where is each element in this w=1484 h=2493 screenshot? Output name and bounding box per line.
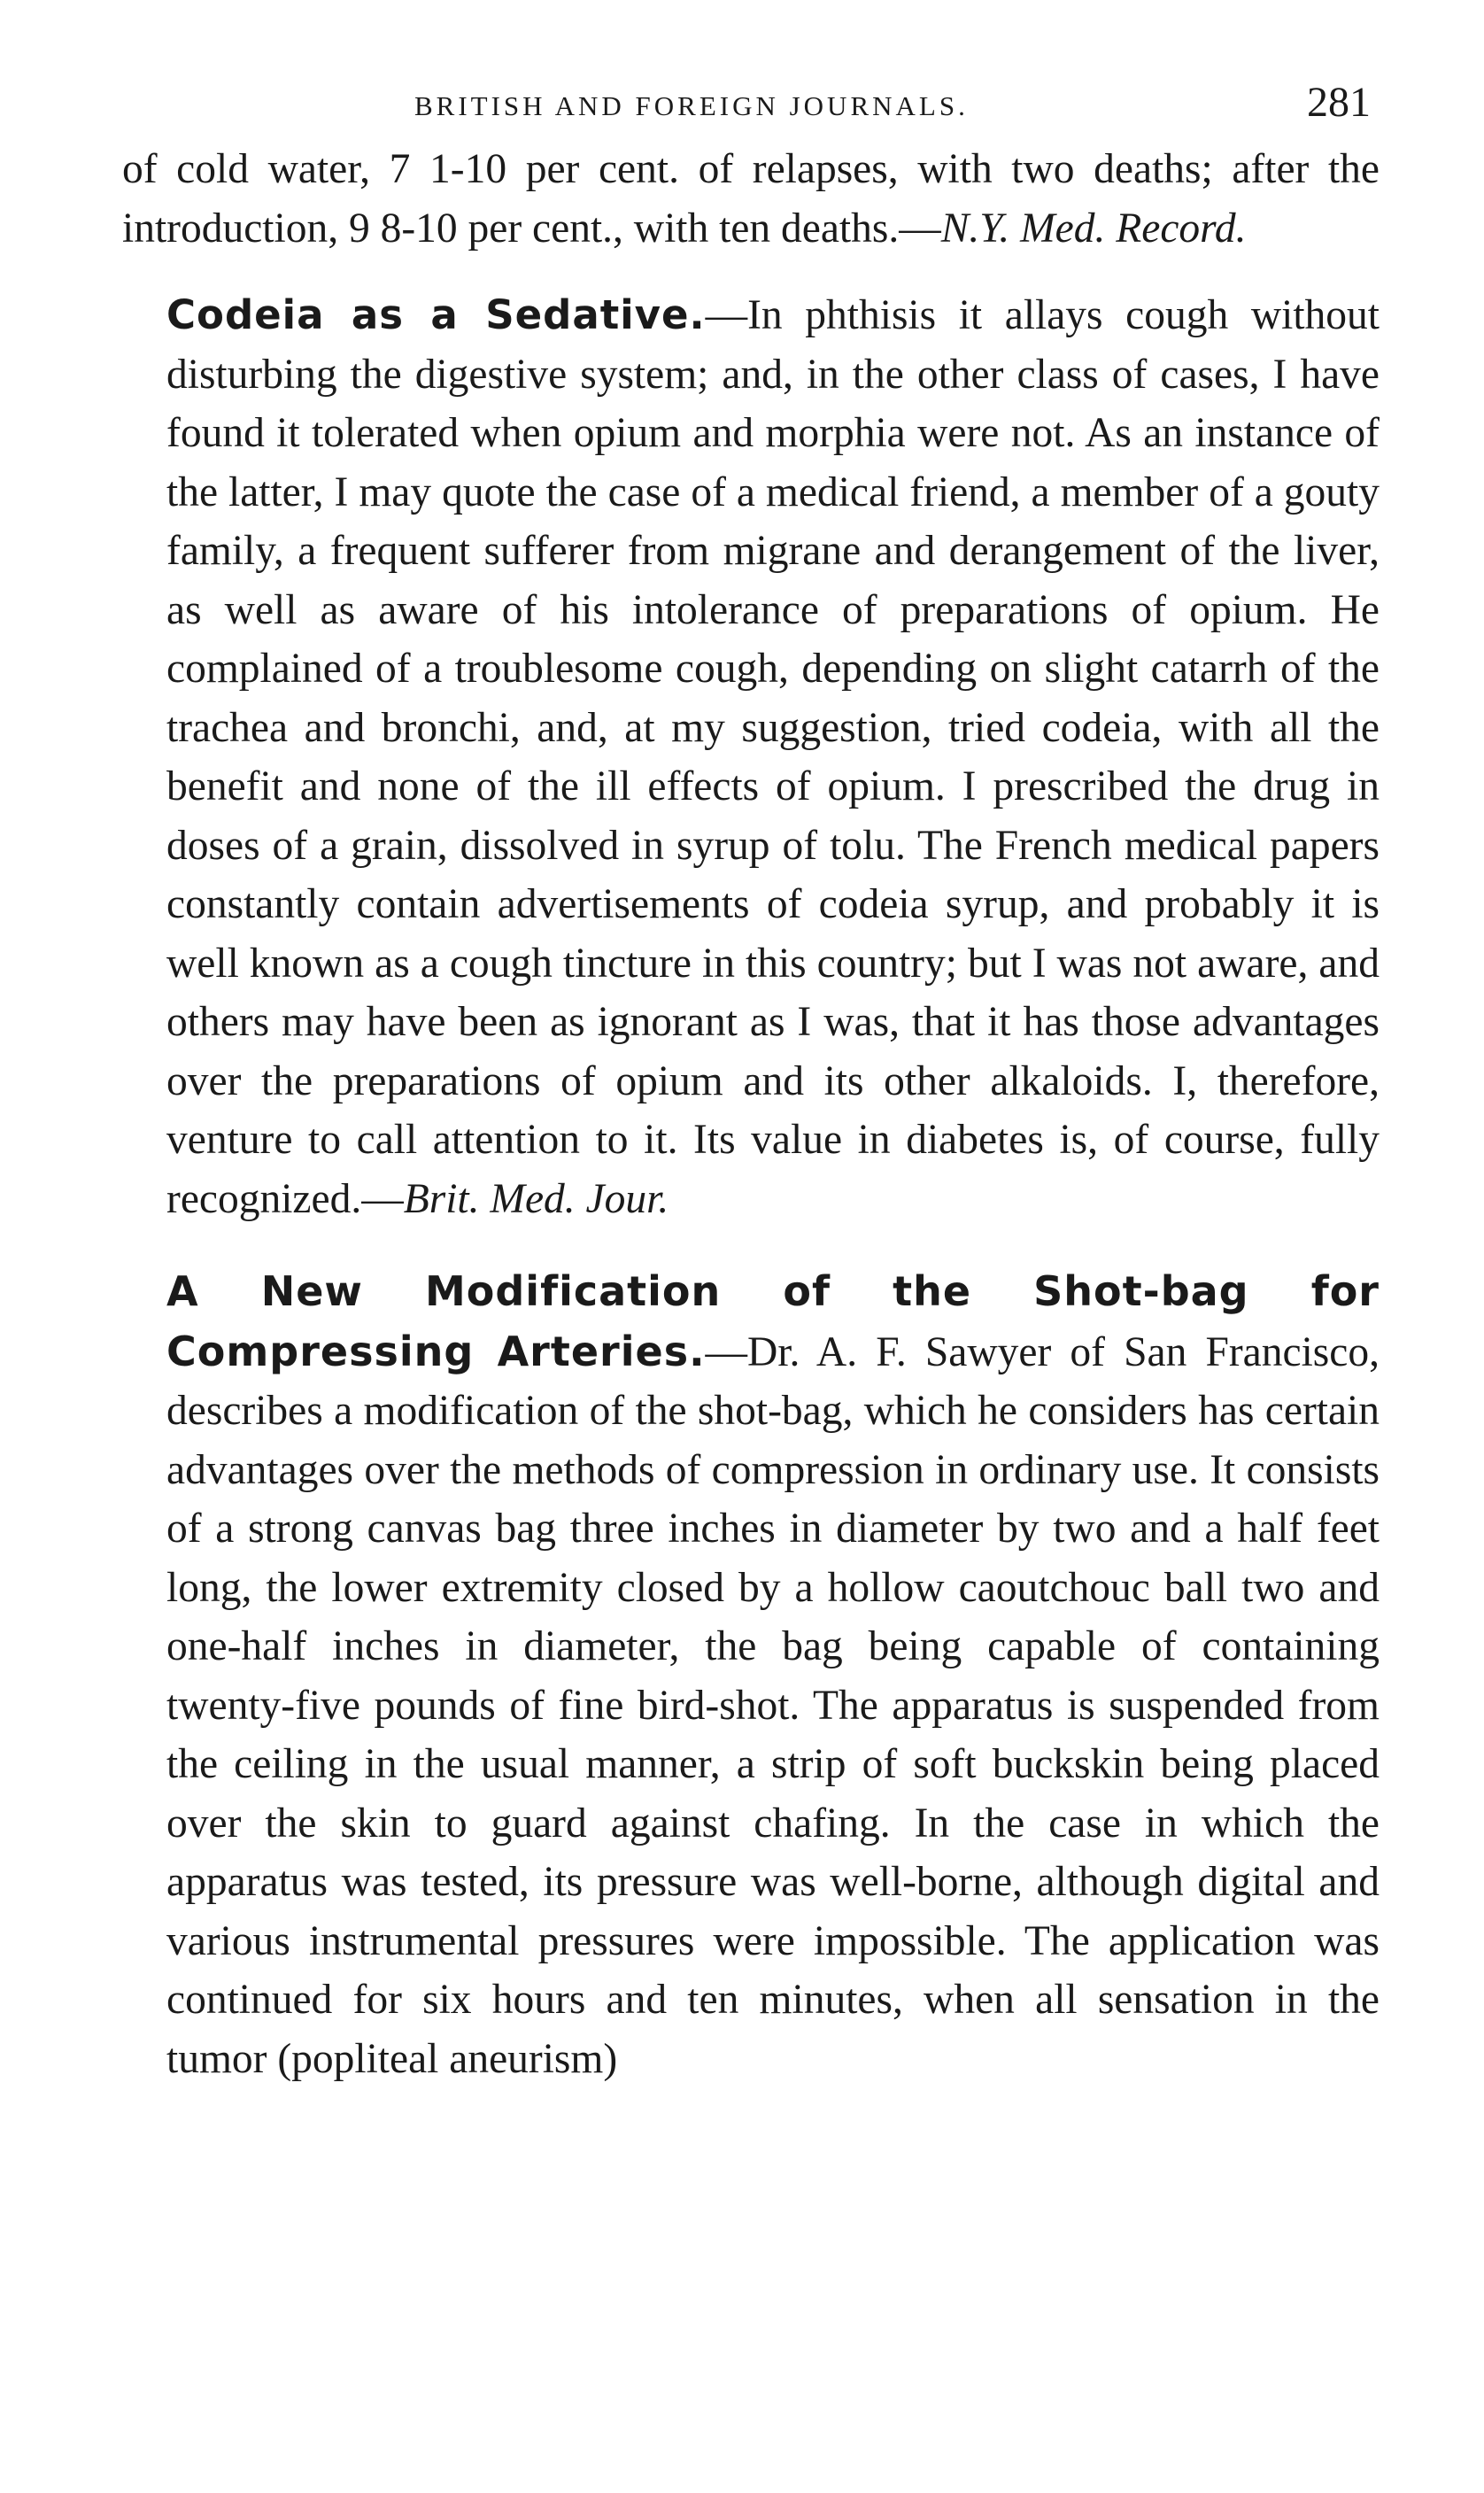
article-codeia-heading: Codeia as a Sedative. [166, 291, 706, 338]
journal-page [122, 78, 1380, 2088]
article-shot-bag-text: —Dr. A. F. Sawyer of San Francisco, describes a modification of the shot-bag, which he considers has certain advantages over the methods of compression in ordinary use. It consists of a strong canvas bag three inches in diameter by two and a half feet long, the lower extremity closed by a hollow caoutchouc ball two and one-half inches in diameter, the bag being capable of containing twenty-five pounds of fine bird-shot. The apparatus is suspended from the ceiling in the usual manner, a strip of soft buckskin being placed over the skin to guard against chafing. In the case in which the apparatus was tested, its pressure was well-borne, although digital and various instrumental pressures were impossible. The application was continued for six hours and ten minutes, when all sensation in the tumor (popliteal aneurism) [166, 1328, 1380, 2082]
article-codeia-text: —In phthisis it allays cough without disturbing the digestive system; and, in the other class of cases, I have found it tolerated when opium and morphia were not. As an instance of the latter, I may quote the case of a medical friend, a member of a gouty family, a frequent sufferer from migrane and derangement of the liver, as well as aware of his intolerance of preparations of opium. He complained of a troublesome cough, depending on slight catarrh of the trachea and bronchi, and, at my suggestion, tried codeia, with all the benefit and none of the ill effects of opium. I prescribed the drug in doses of a grain, dissolved in syrup of tolu. The French medical papers constantly contain advertisements of codeia syrup, and probably it is well known as a cough tincture in this country; but I was not aware, and others may have been as ignorant as I was, that it has those advantages over the preparations of opium and its other alkaloids. I, therefore, venture to call attention to it. Its value in diabetes is, of course, fully recognized.— [166, 292, 1380, 1222]
running-title: BRITISH AND FOREIGN JOURNALS. [414, 90, 969, 121]
intro-text: of cold water, 7 1-10 per cent. of relapses, with two deaths; after the introduction, 9 8-10 per cent., with ten deaths.— [122, 146, 1380, 252]
article-shot-bag-heading: A New Modification of the Shot-bag for Compressing Arteries. [166, 1267, 1380, 1375]
article-shot-bag [122, 1262, 1380, 2088]
body-text [122, 140, 1380, 2088]
intro-paragraph [122, 140, 1380, 258]
running-head [122, 78, 1380, 140]
article-codeia-citation: Brit. Med. Jour. [403, 1175, 669, 1222]
intro-citation: N.Y. Med. Record. [940, 205, 1247, 252]
article-codeia [122, 286, 1380, 1228]
page-number: 281 [1307, 79, 1371, 126]
